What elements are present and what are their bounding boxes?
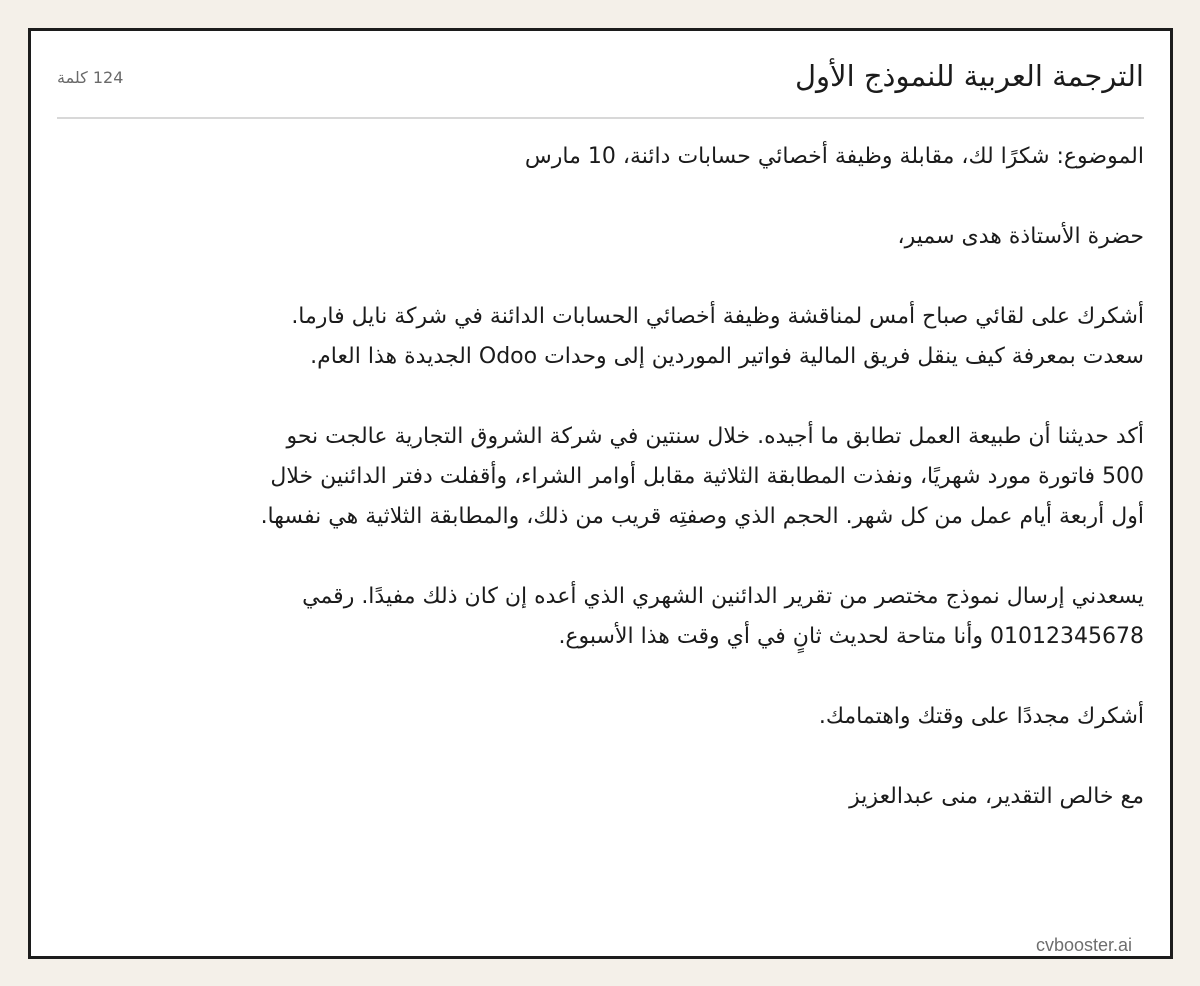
body-paragraph: يسعدني إرسال نموذج مختصر من تقرير الدائنين الشهري الذي أعده إن كان ذلك مفيدًا. رقمي 01012345678 وأنا متاحة لحديث ثانٍ في أي وقت هذا الأسبوع. bbox=[302, 584, 1144, 649]
salutation: حضرة الأستاذة هدى سمير، bbox=[897, 224, 1144, 249]
signature: مع خالص التقدير، منى عبدالعزيز bbox=[849, 784, 1144, 809]
word-count: 124 كلمة bbox=[57, 68, 124, 87]
letter-card bbox=[28, 28, 1173, 959]
body-paragraph: أشكرك على لقائي صباح أمس لمناقشة وظيفة أخصائي الحسابات الدائنة في شركة نايل فارما. سعدت بمعرفة كيف ينقل فريق المالية فواتير الموردين إلى وحدات Odoo الجديدة هذا العام. bbox=[291, 304, 1144, 369]
letter-header bbox=[57, 53, 1144, 119]
closing-thanks: أشكرك مجددًا على وقتك واهتمامك. bbox=[818, 704, 1144, 729]
subject-line: الموضوع: شكرًا لك، مقابلة وظيفة أخصائي حسابات دائنة، 10 مارس bbox=[524, 144, 1144, 169]
body-paragraph: أكد حديثنا أن طبيعة العمل تطابق ما أجيده. خلال سنتين في شركة الشروق التجارية عالجت نحو 500 فاتورة مورد شهريًا، ونفذت المطابقة الثلاثية مقابل أوامر الشراء، وأقفلت دفتر الدائنين خلال أول أربعة أيام عمل من كل شهر. الحجم الذي وصفتِه قريب من ذلك، والمطابقة الثلاثية هي نفسها. bbox=[260, 424, 1144, 529]
letter-body bbox=[239, 137, 1144, 817]
document-title: الترجمة العربية للنموذج الأول bbox=[794, 59, 1144, 93]
brand-watermark: cvbooster.ai bbox=[1036, 935, 1133, 955]
